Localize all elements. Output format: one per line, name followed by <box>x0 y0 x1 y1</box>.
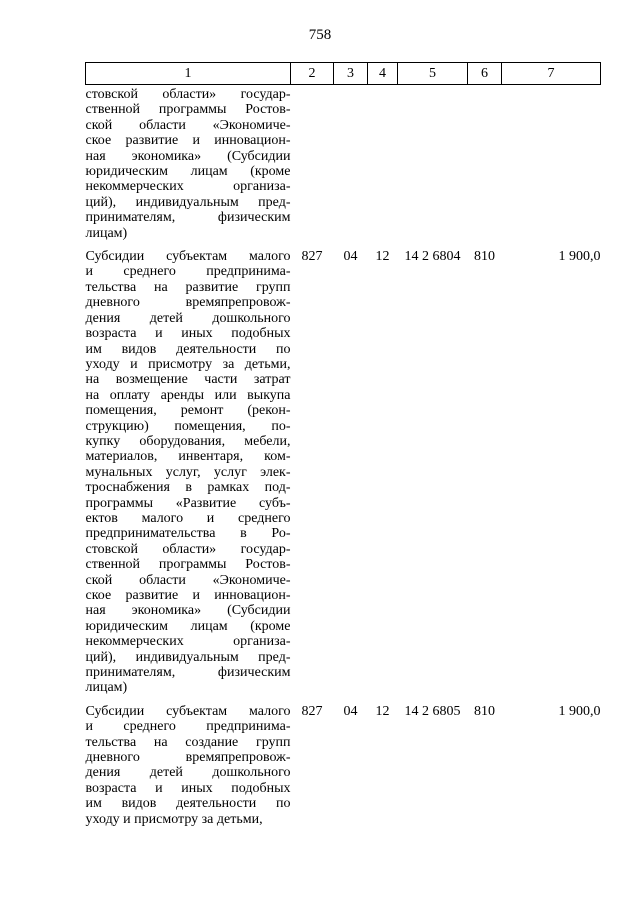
description-line: ственной программы Ростов- <box>85 102 291 118</box>
description-line: тельства на создание групп <box>85 734 291 750</box>
description-line: помещения, ремонт (рекон- <box>85 403 291 419</box>
description-line: дневного времяпрепровож- <box>85 750 291 766</box>
description-line: дения детей дошкольного <box>85 310 291 326</box>
header-col-7: 7 <box>502 63 601 85</box>
table-row <box>86 704 601 835</box>
cell-amount: 1 900,0 <box>558 703 601 719</box>
header-col-3: 3 <box>334 63 368 85</box>
description-line: купку оборудования, мебели, <box>85 433 291 449</box>
description-line: дневного времяпрепровож- <box>85 295 291 311</box>
description-line: Субсидии субъектам малого <box>85 703 291 719</box>
description-line: уходу и присмотру за детьми, <box>85 811 263 827</box>
header-col-4: 4 <box>368 63 398 85</box>
cell-target-article: 14 2 6804 <box>404 249 461 265</box>
description-line: троснабжения в рамках под- <box>85 480 291 496</box>
description-line: некоммерческих организа- <box>85 634 291 650</box>
description-line: и среднего предпринима- <box>85 719 291 735</box>
budget-table <box>85 62 601 835</box>
header-col-5: 5 <box>398 63 468 85</box>
description-line: лицам) <box>85 225 128 241</box>
description-line: ское развитие и инновацион- <box>85 588 291 603</box>
description-line: предпринимательства в Ро- <box>85 526 291 542</box>
description-line: ской области «Экономиче- <box>85 572 291 588</box>
table-row-continuation <box>86 85 601 250</box>
description-line: ций), индивидуальным пред- <box>85 649 291 665</box>
cell-subsection-code: 12 <box>375 249 390 265</box>
cell-ministry-code: 827 <box>301 249 323 265</box>
description-line: уходу и присмотру за детьми, <box>85 356 291 372</box>
description-line: на возмещение части затрат <box>85 372 291 388</box>
table-row <box>86 249 601 704</box>
description-line: ций), индивидуальным пред- <box>85 194 291 210</box>
cell-expense-type: 810 <box>474 703 495 719</box>
header-row <box>86 63 601 85</box>
description-line: принимателям, физическим <box>85 210 291 226</box>
description-line: стовской области» государ- <box>85 87 291 102</box>
header-col-6: 6 <box>468 63 502 85</box>
description-line: и среднего предпринима- <box>85 264 291 280</box>
description-line: им видов деятельности по <box>85 341 291 357</box>
header-col-2: 2 <box>291 63 334 85</box>
description-line: им видов деятельности по <box>85 796 291 812</box>
cell-ministry-code: 827 <box>301 703 323 719</box>
cell-section-code: 04 <box>343 703 358 719</box>
page-number: 758 <box>308 27 332 43</box>
description-line: лицам) <box>85 680 128 696</box>
cell-amount: 1 900,0 <box>558 249 601 265</box>
description-line: струкцию) помещения, по- <box>85 418 291 434</box>
description-line: ской области «Экономиче- <box>85 117 291 133</box>
description-line: дения детей дошкольного <box>85 765 291 781</box>
description-line: Субсидии субъектам малого <box>85 249 291 265</box>
row-description <box>86 704 291 835</box>
header-col-1: 1 <box>86 63 291 85</box>
description-line: стовской области» государ- <box>85 541 291 557</box>
description-line: мунальных услуг, услуг элек- <box>85 464 291 480</box>
description-line: принимателям, физическим <box>85 665 291 681</box>
description-line: материалов, инвентаря, ком- <box>85 449 291 465</box>
description-line: возраста и иных подобных <box>85 326 291 342</box>
cell-target-article: 14 2 6805 <box>404 703 461 719</box>
cell-subsection-code: 12 <box>375 703 390 719</box>
row-description <box>86 249 291 704</box>
row-description <box>86 85 291 250</box>
description-line: ектов малого и среднего <box>85 510 291 526</box>
description-line: ственной программы Ростов- <box>85 557 291 573</box>
description-line: возраста и иных подобных <box>85 780 291 796</box>
description-line: на оплату аренды или выкупа <box>85 387 291 403</box>
description-line: юридическим лицам (кроме <box>85 164 291 180</box>
description-line: тельства на развитие групп <box>85 279 291 295</box>
description-line: ная экономика» (Субсидии <box>85 603 291 619</box>
description-line: юридическим лицам (кроме <box>85 618 291 634</box>
description-line: ское развитие и инновацион- <box>85 133 291 149</box>
description-line: ная экономика» (Субсидии <box>85 148 291 164</box>
cell-expense-type: 810 <box>474 249 495 265</box>
description-line: некоммерческих организа- <box>85 179 291 195</box>
cell-section-code: 04 <box>343 249 358 265</box>
description-line: программы «Развитие субъ- <box>85 495 291 511</box>
